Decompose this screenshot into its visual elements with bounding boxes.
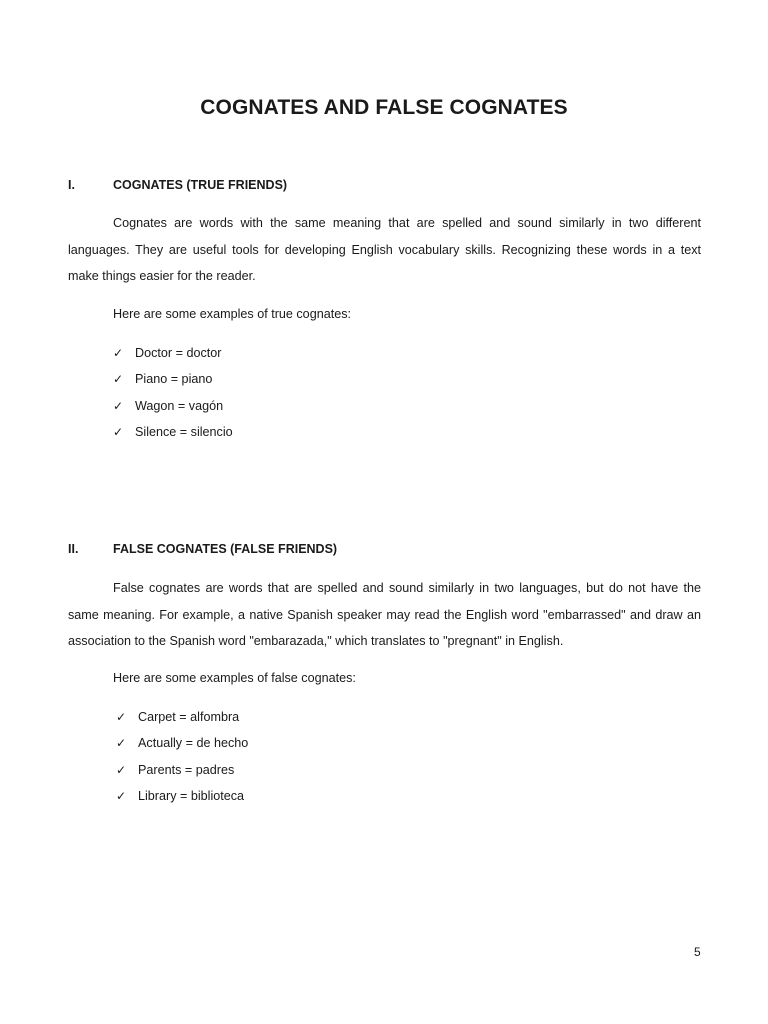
- list-item-text: Piano = piano: [135, 372, 213, 387]
- check-icon: ✓: [116, 710, 127, 724]
- list-item: [116, 707, 248, 733]
- check-icon: ✓: [116, 736, 127, 751]
- list-item-text: Library = biblioteca: [138, 788, 245, 803]
- list-item: [113, 369, 233, 395]
- check-icon: ✓: [113, 398, 124, 413]
- section-2-number: II.: [68, 542, 79, 556]
- section-1-lead: Here are some examples of true cognates:: [113, 307, 352, 321]
- section-2-paragraph: False cognates are words that are spelled and sound similarly in two languages, but do not have the same meaning. For example, a native Spanish speaker may read the English word "embarrassed" and draw an association to the Spanish word "embarazada," which translates to "pregnant" in English.: [68, 581, 701, 648]
- list-item: [116, 760, 248, 786]
- section-2-heading: [68, 542, 337, 556]
- section-2-title: FALSE COGNATES (FALSE FRIENDS): [113, 542, 338, 556]
- true-cognates-list: [113, 343, 233, 448]
- section-1-number: I.: [68, 178, 75, 192]
- document-title: COGNATES AND FALSE COGNATES: [200, 96, 568, 119]
- list-item: [116, 733, 248, 759]
- list-item-text: Doctor = doctor: [135, 346, 222, 360]
- section-1-heading: [68, 178, 287, 192]
- page-number: 5: [694, 945, 701, 959]
- list-item: [116, 786, 248, 812]
- list-item: [113, 396, 233, 422]
- section-2-lead: Here are some examples of false cognates:: [113, 671, 356, 685]
- check-icon: ✓: [113, 424, 124, 439]
- list-item-text: Silence = silencio: [135, 424, 233, 439]
- list-item-text: Carpet = alfombra: [138, 710, 240, 724]
- list-item: [113, 422, 233, 448]
- check-icon: ✓: [116, 762, 127, 777]
- list-item-text: Parents = padres: [138, 762, 235, 777]
- list-item-text: Actually = de hecho: [138, 736, 249, 751]
- section-1-paragraph: Cognates are words with the same meaning that are spelled and sound similarly in two different languages. They are useful tools for developing English vocabulary skills. Recognizing these words in a text make things easier for the reader.: [68, 216, 701, 283]
- list-item-text: Wagon = vagón: [135, 398, 224, 413]
- check-icon: ✓: [116, 788, 127, 803]
- section-1-title: COGNATES (TRUE FRIENDS): [113, 178, 288, 192]
- false-cognates-list: [116, 707, 248, 812]
- check-icon: ✓: [113, 372, 124, 387]
- list-item: [113, 343, 233, 369]
- check-icon: ✓: [113, 346, 124, 360]
